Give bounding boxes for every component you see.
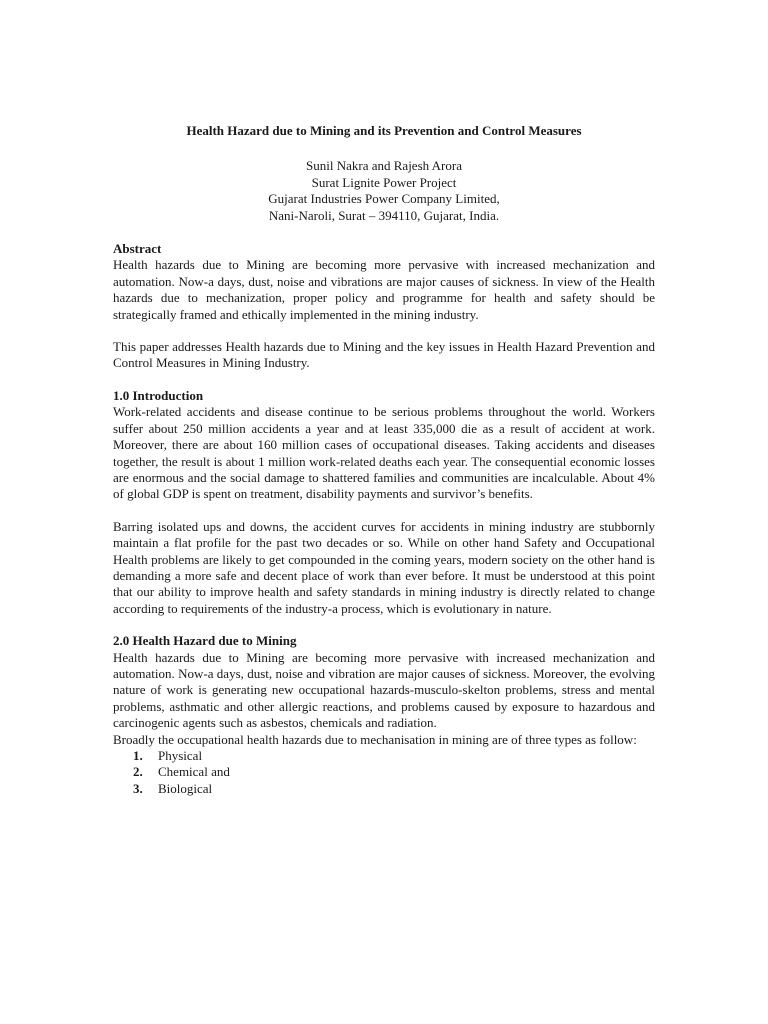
- list-item: [113, 748, 655, 764]
- list-number: 3.: [133, 780, 143, 796]
- paper-title: Health Hazard due to Mining and its Prevention and Control Measures: [186, 123, 582, 138]
- health-hazard-heading: 2.0 Health Hazard due to Mining: [113, 633, 297, 649]
- abstract-paragraph-1: Health hazards due to Mining are becoming more pervasive with increased mechanization and automation. Now-a days, dust, noise and vibrations are major causes of sickness. In view of the Health hazards due to mechanization, proper policy and programme for health and safety should be strategically framed and ethically implemented in the mining industry.: [113, 257, 655, 322]
- abstract-heading: Abstract: [113, 241, 162, 257]
- hazard-types-list: [113, 748, 655, 797]
- document-page: [113, 123, 655, 797]
- health-hazard-paragraph-2: Broadly the occupational health hazards due to mechanisation in mining are of three types as follow:: [113, 731, 637, 747]
- health-hazard-paragraph-1: Health hazards due to Mining are becoming more pervasive with increased mechanization and automation. Now-a days, dust, noise and vibration are major causes of sickness. Moreover, the evolving nature of work is generating new occupational hazards-musculo-skelton problems, stress and mental problems, asthmatic and other allergic reactions, and problems caused by exposure to hazardous and carcinogenic agents such as asbestos, chemicals and radiation.: [113, 649, 655, 731]
- list-item: [113, 781, 655, 797]
- abstract-paragraph-2: This paper addresses Health hazards due to Mining and the key issues in Health Hazard Prevention and Control Measures in Mining Industry.: [113, 339, 655, 371]
- list-label: Chemical and: [158, 764, 230, 780]
- introduction-paragraph-1: Work-related accidents and disease continue to be serious problems throughout the world. Workers suffer about 250 million accidents a year and at least 335,000 die as a result of accident at work. Moreover, there are about 160 million cases of occupational diseases. Taking accidents and diseases together, the result is about 1 million work-related deaths each year. The consequential economic losses are enormous and the social damage to shattered families and communities are incalculable. About 4% of global GDP is spent on treatment, disability payments and survivor’s benefits.: [113, 404, 655, 502]
- author-block: [113, 158, 655, 224]
- list-item: [113, 764, 655, 780]
- author-company: Gujarat Industries Power Company Limited,: [268, 191, 500, 207]
- author-project: Surat Lignite Power Project: [311, 174, 457, 190]
- author-address: Nani-Naroli, Surat – 394110, Gujarat, India.: [268, 207, 500, 223]
- list-number: 2.: [133, 764, 143, 780]
- author-names: Sunil Nakra and Rajesh Arora: [306, 158, 462, 174]
- list-label: Physical: [158, 748, 203, 763]
- introduction-paragraph-2: Barring isolated ups and downs, the accident curves for accidents in mining industry are stubbornly maintain a flat profile for the past two decades or so. While on other hand Safety and Occupational Health problems are likely to get compounded in the coming years, modern society on the other hand is demanding a more safe and decent place of work than ever before. It must be understood at this point that our ability to improve health and safety standards in mining industry is directly related to change according to requirements of the industry-a process, which is evolutionary in nature.: [113, 518, 655, 616]
- list-label: Biological: [158, 780, 213, 796]
- list-number: 1.: [133, 748, 143, 763]
- introduction-heading: 1.0 Introduction: [113, 387, 204, 403]
